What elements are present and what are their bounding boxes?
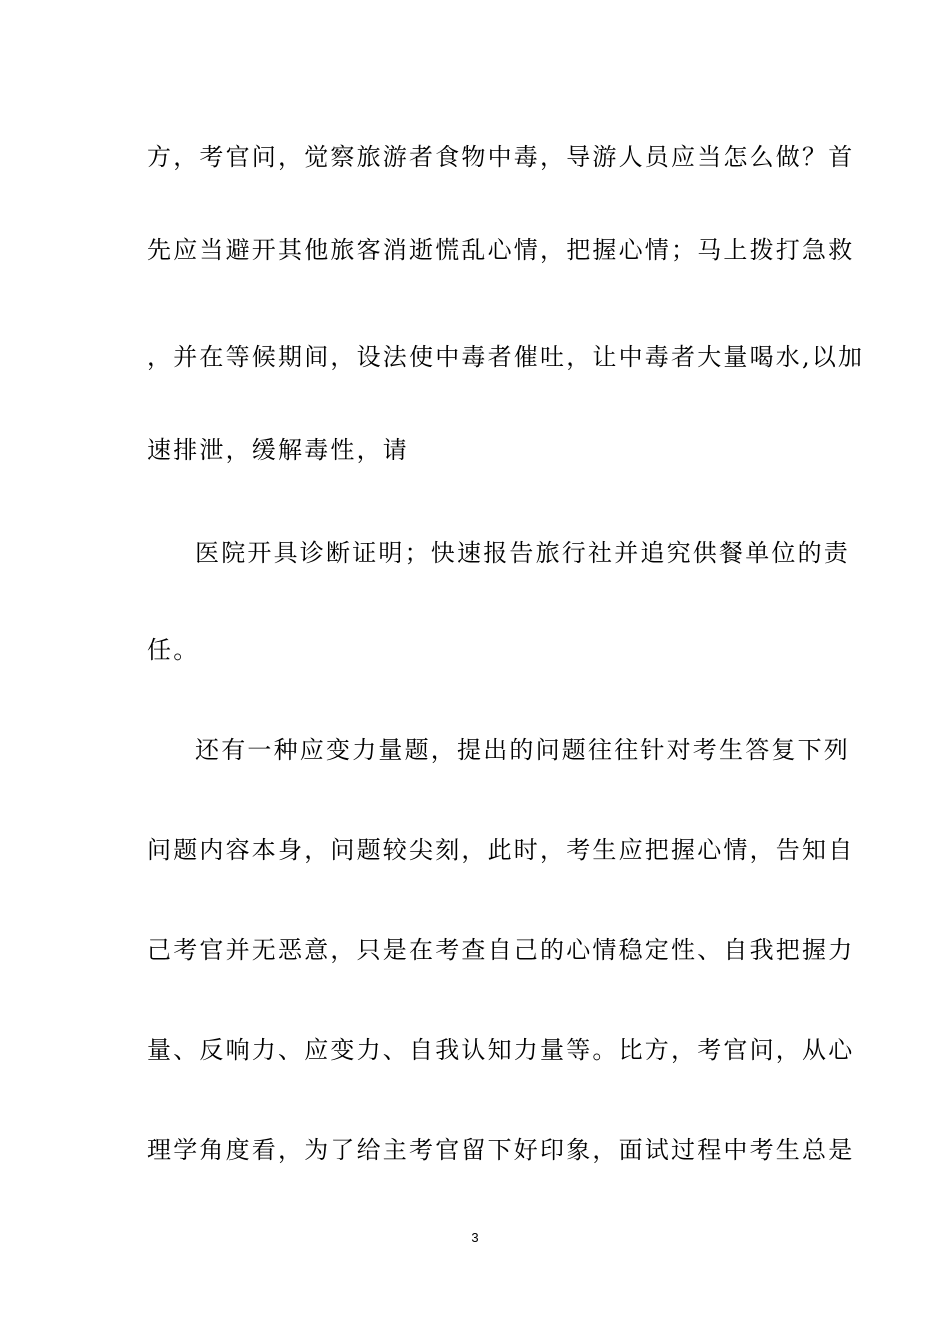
text-line: 速排泄，缓解毒性，请 bbox=[147, 436, 409, 464]
text-line: 理学角度看，为了给主考官留下好印象，面试过程中考生总是 bbox=[147, 1136, 855, 1164]
text-line: 问题内容本身，问题较尖刻，此时，考生应把握心情，告知自 bbox=[147, 836, 855, 864]
text-line: ，并在等候期间，设法使中毒者催吐，让中毒者大量喝水,以加 bbox=[147, 343, 865, 371]
text-line: 方，考官问，觉察旅游者食物中毒，导游人员应当怎么做？首 bbox=[147, 143, 855, 171]
page-number: 3 bbox=[471, 1230, 479, 1245]
text-line: 先应当避开其他旅客消逝慌乱心情，把握心情；马上拨打急救 bbox=[147, 236, 855, 264]
text-line: 还有一种应变力量题，提出的问题往往针对考生答复下列 bbox=[195, 736, 850, 764]
text-line: 任。 bbox=[147, 636, 200, 664]
text-line: 量、反响力、应变力、自我认知力量等。比方，考官问，从心 bbox=[147, 1036, 855, 1064]
text-line: 医院开具诊断证明；快速报告旅行社并追究供餐单位的责 bbox=[195, 539, 850, 567]
text-line: 己考官并无恶意，只是在考查自己的心情稳定性、自我把握力 bbox=[147, 936, 855, 964]
